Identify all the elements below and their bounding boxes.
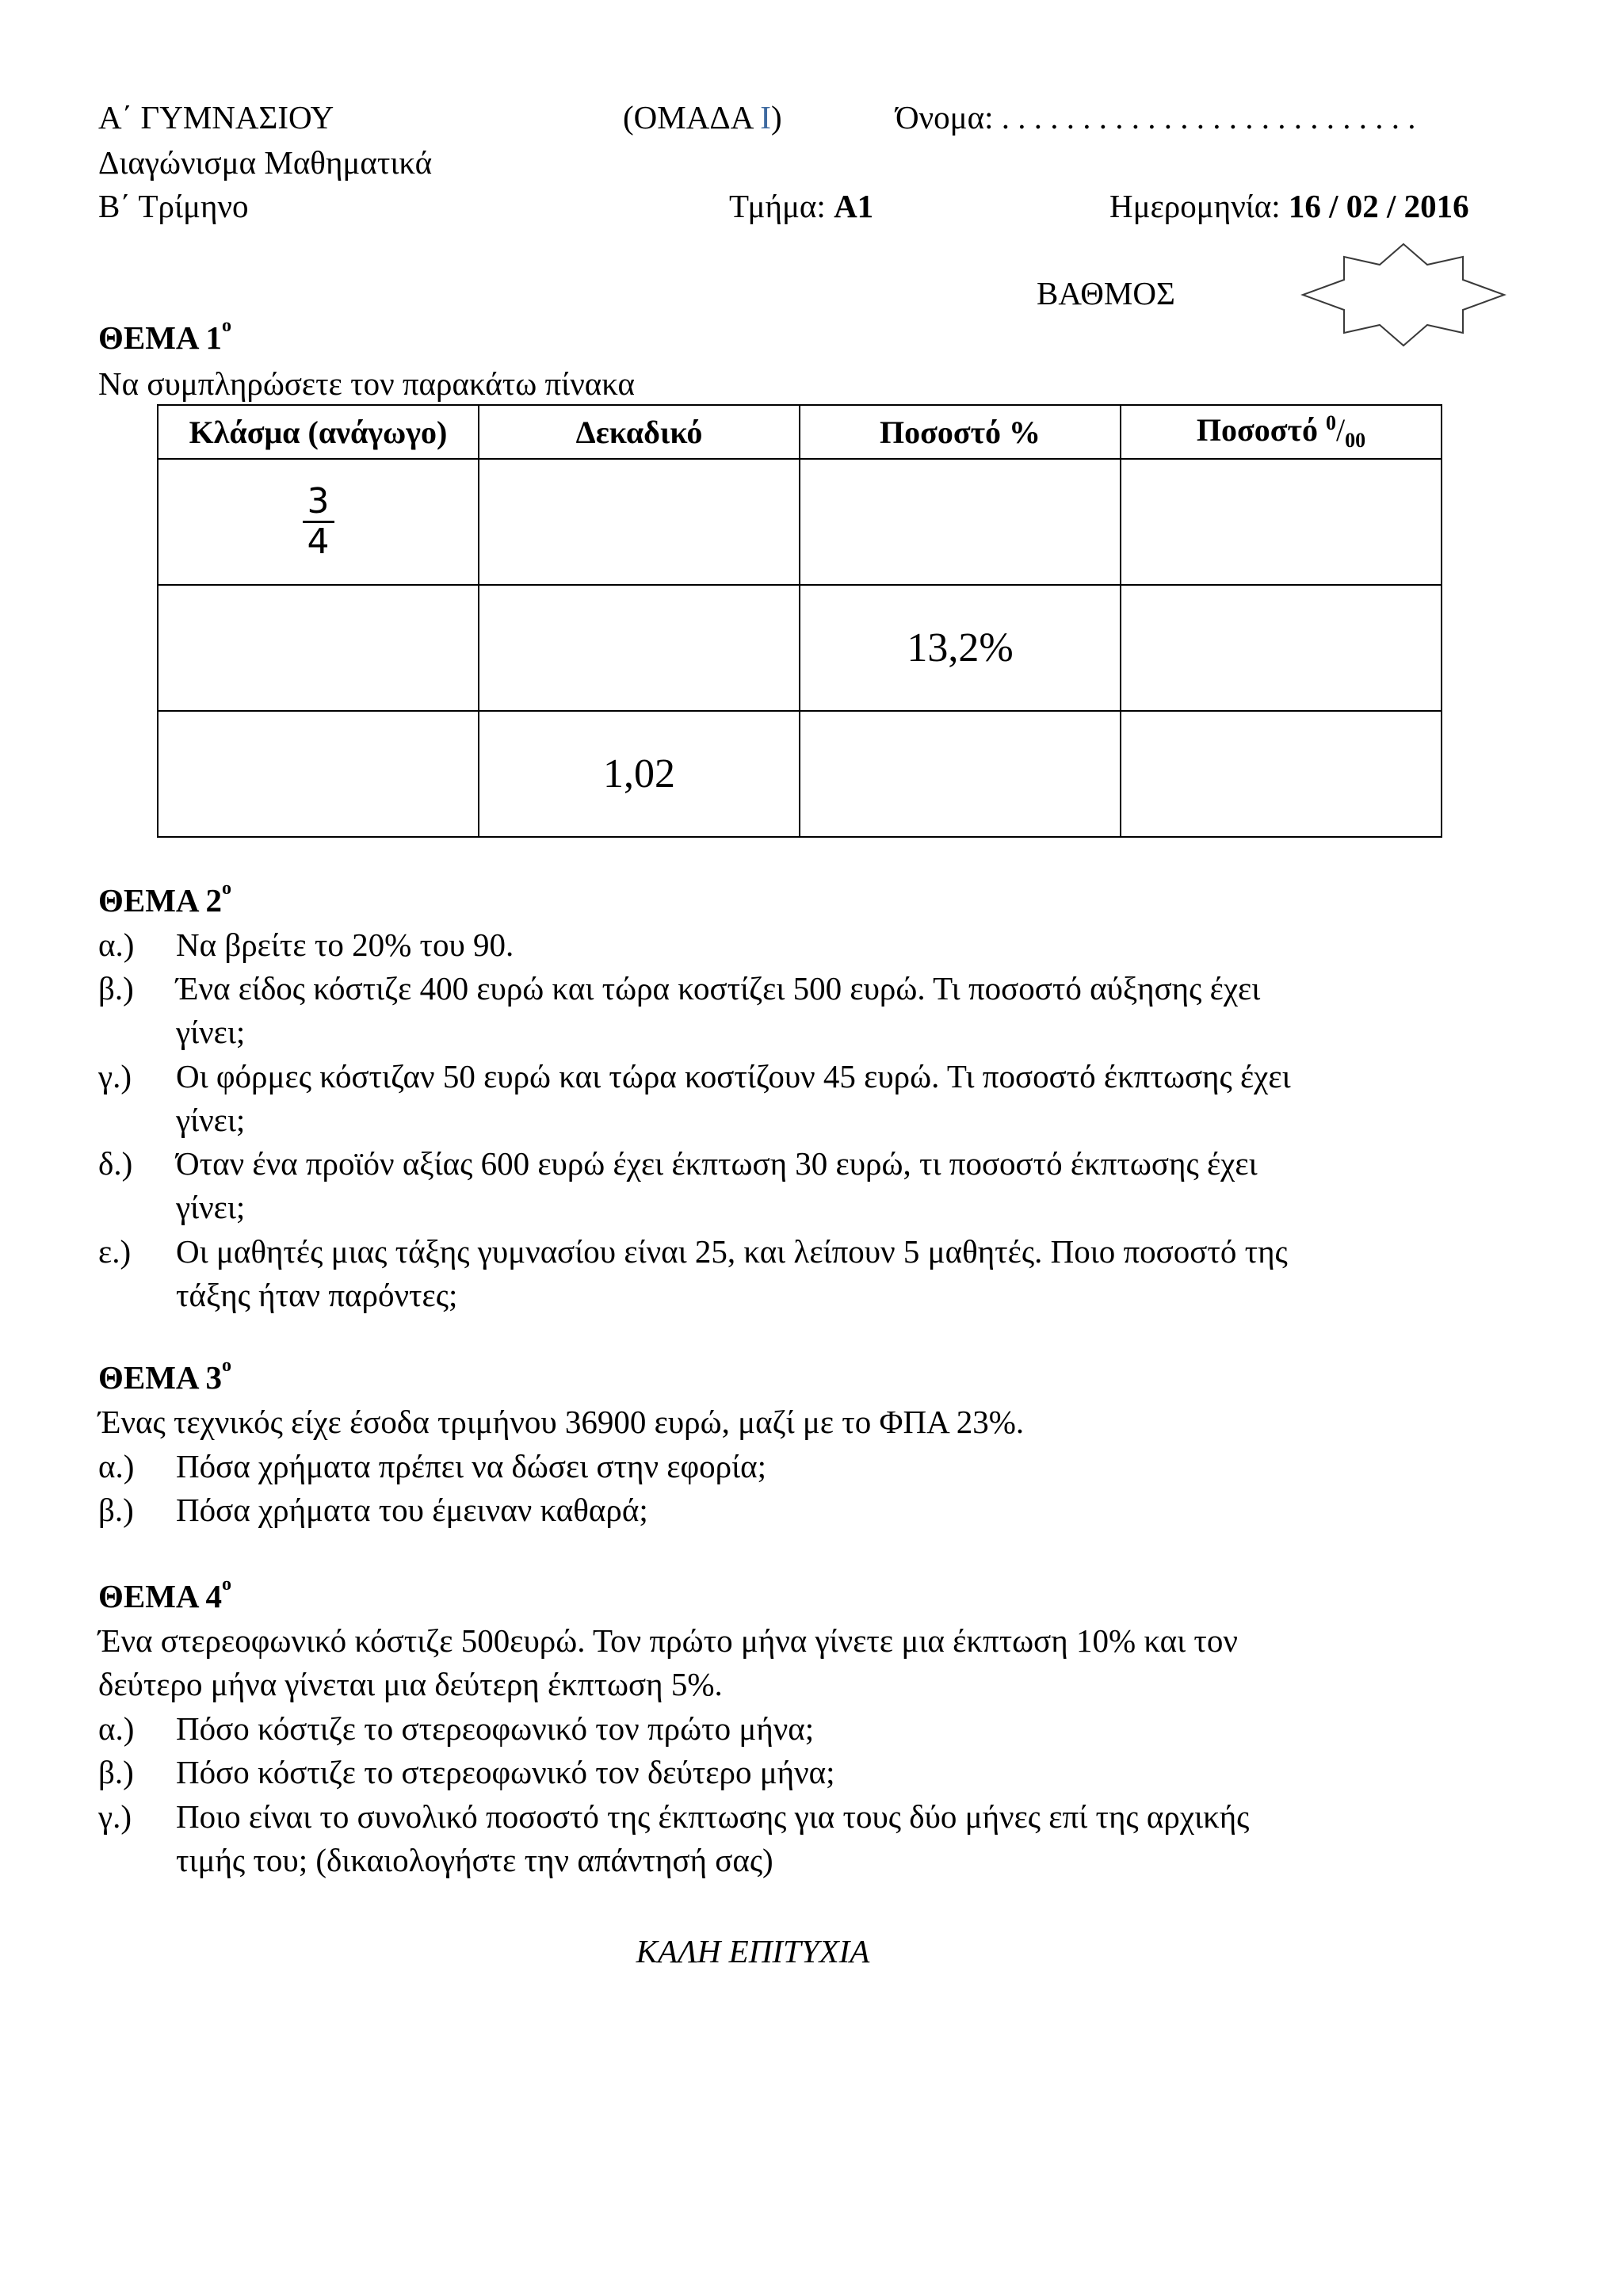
good-luck-footer: ΚΑΛΗ ΕΠΙΤΥΧΙΑ: [636, 1933, 870, 1969]
theme2-title: [98, 878, 232, 919]
theme2-item-text-cont: τάξης ήταν παρόντες;: [176, 1277, 458, 1313]
theme2-item-text: Ένα είδος κόστιζε 400 ευρώ και τώρα κοστίζει 500 ευρώ. Τι ποσοστό αύξησης έχει: [176, 970, 1261, 1007]
cell-fraction[interactable]: [158, 585, 479, 711]
student-name-field: Όνομα: . . . . . . . . . . . . . . . . . . . . . . . . . .: [896, 99, 1416, 136]
theme4-item-label: γ.): [98, 1798, 132, 1835]
theme2-title-text: ΘΕΜΑ 2: [98, 882, 223, 919]
grade-star-icon: [1300, 243, 1507, 347]
header-decimal: Δεκαδικό: [479, 405, 800, 459]
theme4-title: [98, 1574, 232, 1615]
permille-num: 0: [1325, 411, 1336, 434]
theme3-item-text: Πόσα χρήματα του έμειναν καθαρά;: [176, 1492, 648, 1528]
cell-permille[interactable]: [1121, 711, 1442, 837]
table-row: [158, 711, 1442, 837]
cell-percent[interactable]: [800, 459, 1121, 585]
theme2-title-sup: ο: [222, 878, 232, 899]
fraction-numerator: 3: [303, 483, 334, 523]
cell-fraction[interactable]: [158, 459, 479, 585]
conversion-table: [157, 404, 1442, 838]
date-label-text: Ημερομηνία:: [1109, 188, 1289, 224]
exam-title: Διαγώνισμα Μαθηματικά: [98, 144, 433, 181]
theme3-title-text: ΘΕΜΑ 3: [98, 1359, 223, 1396]
theme2-item-text: Οι μαθητές μιας τάξης γυμνασίου είναι 25, και λείπουν 5 μαθητές. Ποιο ποσοστό της: [176, 1233, 1288, 1270]
header-fraction: Κλάσμα (ανάγωγο): [158, 405, 479, 459]
grade-label: ΒΑΘΜΟΣ: [1037, 275, 1175, 311]
theme2-item-label: β.): [98, 970, 134, 1007]
cell-decimal[interactable]: [479, 585, 800, 711]
theme2-item-label: γ.): [98, 1058, 132, 1095]
theme4-item-text-cont: τιμής του; (δικαιολογήστε την απάντησή σας): [176, 1842, 773, 1878]
table-row: [158, 459, 1442, 585]
cell-percent[interactable]: [800, 585, 1121, 711]
class-label: [729, 188, 873, 225]
theme2-item-text-cont: γίνει;: [176, 1102, 246, 1138]
term-label: Β΄ Τρίμηνο: [98, 188, 249, 224]
theme2-item-label: ε.): [98, 1233, 132, 1270]
theme4-item-text: Ποιο είναι το συνολικό ποσοστό της έκπτωσης για τους δύο μήνες επί της αρχικής: [176, 1798, 1250, 1835]
cell-decimal[interactable]: [479, 459, 800, 585]
table-row: [158, 585, 1442, 711]
group-letter: I: [760, 99, 771, 136]
theme4-title-sup: ο: [222, 1574, 232, 1595]
group-open: (ΟΜΑΔΑ: [623, 99, 761, 136]
theme3-intro: Ένας τεχνικός είχε έσοδα τριμήνου 36900 ευρώ, μαζί με το ΦΠΑ 23%.: [98, 1404, 1025, 1440]
theme4-title-text: ΘΕΜΑ 4: [98, 1578, 223, 1614]
theme3-item-label: β.): [98, 1492, 134, 1528]
permille-den: 00: [1345, 429, 1366, 452]
percent-value: 13,2%: [907, 625, 1014, 670]
group-close: ): [770, 99, 782, 136]
date-label: [1109, 188, 1469, 225]
cell-decimal[interactable]: [479, 711, 800, 837]
class-label-text: Τμήμα:: [729, 188, 834, 224]
permille-slash: /: [1335, 412, 1346, 448]
theme2-item-label: α.): [98, 926, 135, 963]
cell-percent[interactable]: [800, 711, 1121, 837]
theme4-item-label: α.): [98, 1710, 135, 1747]
theme2-item-label: δ.): [98, 1145, 133, 1182]
cell-permille[interactable]: [1121, 459, 1442, 585]
cell-permille[interactable]: [1121, 585, 1442, 711]
theme3-item-label: α.): [98, 1448, 135, 1484]
fraction-denominator: 4: [307, 521, 330, 562]
theme1-title: [98, 315, 232, 357]
theme4-intro: Ένα στερεοφωνικό κόστιζε 500ευρώ. Τον πρώτο μήνα γίνετε μια έκπτωση 10% και τον: [98, 1622, 1238, 1659]
theme2-item-text: Να βρείτε το 20% του 90.: [176, 926, 514, 963]
fraction-value: [303, 480, 334, 562]
theme4-item-label: β.): [98, 1754, 134, 1790]
theme4-item-text: Πόσο κόστιζε το στερεοφωνικό τον δεύτερο μήνα;: [176, 1754, 835, 1790]
theme1-title-text: ΘΕΜΑ 1: [98, 319, 223, 356]
theme2-item-text-cont: γίνει;: [176, 1014, 246, 1050]
table-header-row: [158, 405, 1442, 459]
decimal-value: 1,02: [603, 751, 675, 797]
header-permille: [1121, 405, 1442, 459]
cell-fraction[interactable]: [158, 711, 479, 837]
theme1-title-sup: ο: [222, 315, 232, 336]
theme3-title: [98, 1355, 232, 1396]
theme2-item-text-cont: γίνει;: [176, 1189, 246, 1225]
theme3-item-text: Πόσα χρήματα πρέπει να δώσει στην εφορία;: [176, 1448, 767, 1484]
permille-symbol: [1325, 411, 1366, 452]
theme4-intro-cont: δεύτερο μήνα γίνεται μια δεύτερη έκπτωση 5%.: [98, 1666, 723, 1702]
theme4-item-text: Πόσο κόστιζε το στερεοφωνικό τον πρώτο μήνα;: [176, 1710, 815, 1747]
group-label: [623, 99, 782, 136]
theme1-instruction: Να συμπληρώσετε τον παρακάτω πίνακα: [98, 365, 636, 402]
theme3-title-sup: ο: [222, 1355, 232, 1376]
theme2-item-text: Οι φόρμες κόστιζαν 50 ευρώ και τώρα κοστίζουν 45 ευρώ. Τι ποσοστό έκπτωσης έχει: [176, 1058, 1291, 1095]
header-percent: Ποσοστό %: [800, 405, 1121, 459]
date-value: 16 / 02 / 2016: [1288, 188, 1469, 224]
class-value: Α1: [834, 188, 874, 224]
theme2-item-text: Όταν ένα προϊόν αξίας 600 ευρώ έχει έκπτωση 30 ευρώ, τι ποσοστό έκπτωσης έχει: [176, 1145, 1258, 1182]
school-name: Α΄ ΓΥΜΝΑΣΙΟΥ: [98, 99, 334, 136]
header-permille-text: Ποσοστό: [1196, 412, 1326, 448]
